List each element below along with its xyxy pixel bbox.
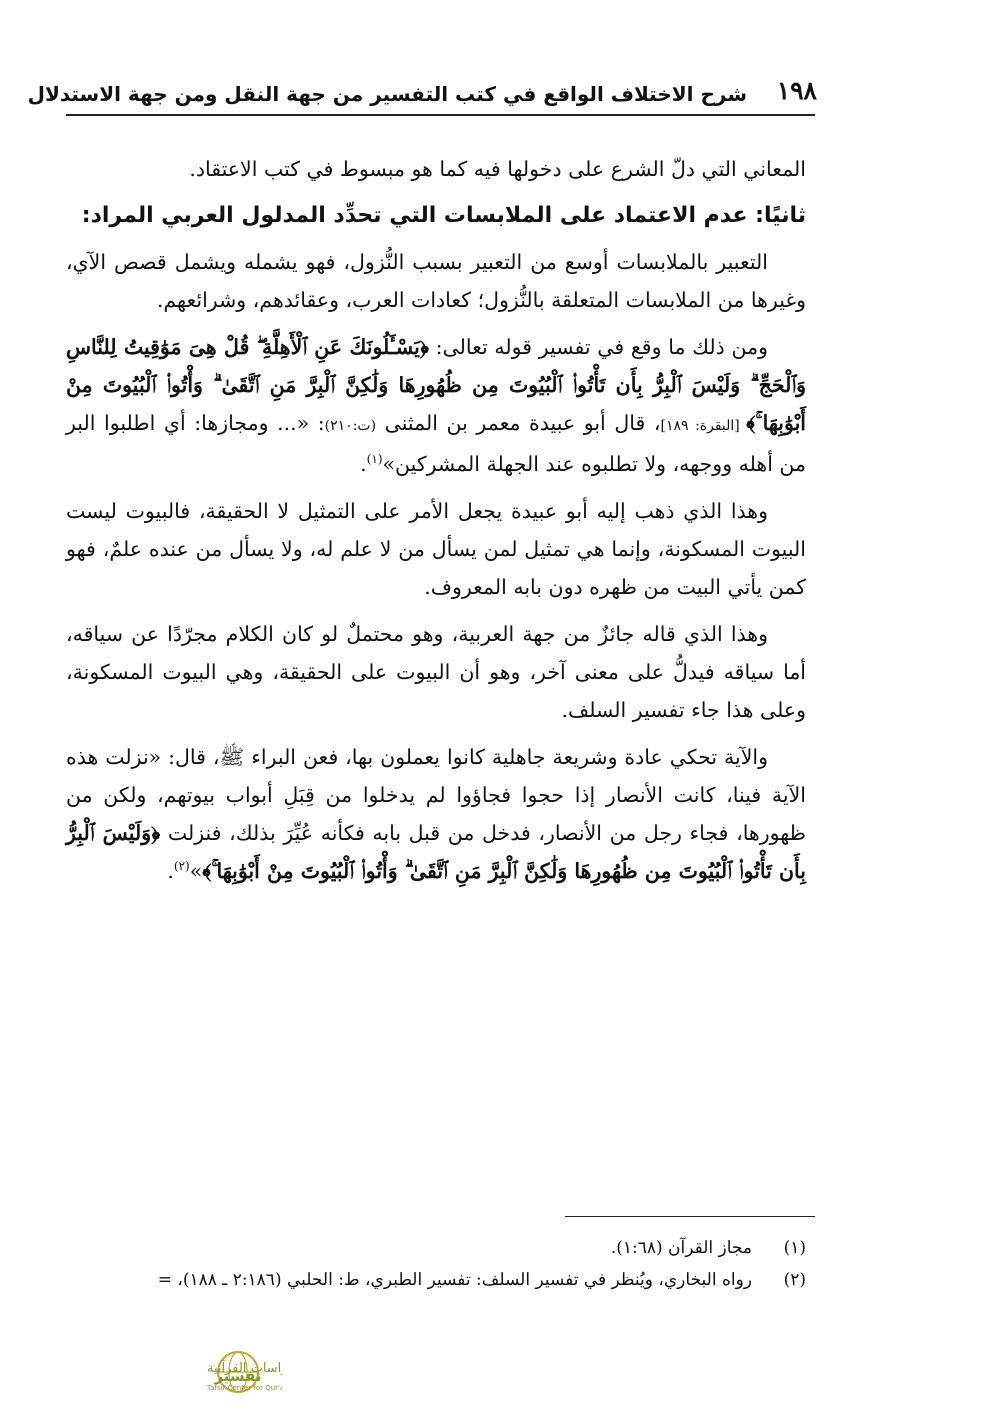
page-number: ١٩٨ bbox=[776, 76, 817, 105]
logo-english-text: Tafsir Center for Qur' bbox=[207, 1384, 280, 1392]
footnote-number: (٢) bbox=[783, 1270, 806, 1290]
footnote-text: رواه البخاري، ويُنظر في تفسير السلف: تفسير الطبري، ط: الحلبي (٢:١٨٦ ـ ١٨٨)، = bbox=[157, 1270, 752, 1290]
footnote-item bbox=[66, 1264, 806, 1296]
paragraph: وهذا الذي ذهب إليه أبو عبيدة يجعل الأمر على التمثيل لا الحقيقة، فالبيوت ليست البيوت المسكونة، وإنما هي تمثيل لمن يسأل من لا علم له، ولا يسأل من عنده علمٌ، فهو كمن يأتي البيت من ظهره دون بابه المعروف. bbox=[66, 499, 806, 599]
logo-graphic bbox=[12, 1348, 282, 1398]
footnote-marker: (١) bbox=[366, 452, 383, 467]
paragraph-text: والآية تحكي عادة وشريعة جاهلية كانوا يعملون بها، فعن البراء ﷺ، قال: «نزلت هذه الآية فينا، كانت الأنصار إذا حجوا فجاؤوا لم يدخلوا من قِبَلِ أبواب بيوتهم، ولكن من ظهورها، فجاء رجل من الأنصار، فدخل من قبل بابه فكأنه عُيِّرَ بذلك، فنزلت bbox=[66, 745, 807, 845]
logo-arabic-text: اسات القرآنية bbox=[207, 1361, 282, 1376]
paragraph: وهذا الذي قاله جائزٌ من جهة العربية، وهو محتملٌ لو كان الكلام مجرّدًا عن سياقه، أما سياقه فيدلُّ على معنى آخر، وهو أن البيوت على الحقيقة، وهي البيوت المسكونة، وعلى هذا جاء تفسير السلف. bbox=[66, 622, 806, 722]
paragraph-text: ، قال أبو عبيدة معمر بن المثنى bbox=[376, 411, 661, 435]
main-text bbox=[66, 150, 806, 899]
quotation: : «... ومجازها: أي اطلبوا البر من أهله ووجهه، ولا تطلبوه عند الجهلة المشركين» bbox=[66, 411, 806, 476]
verse-reference: [البقرة: ١٨٩] bbox=[660, 418, 747, 434]
footnote-divider bbox=[565, 1216, 815, 1217]
paragraph: التعبير بالملابسات أوسع من التعبير بسبب النُّزول، فهو يشمله ويشمل قصص الآي، وغيرها من الملابسات المتعلقة بالنُّزول؛ كعادات العرب، وعقائدهم، وشرائعهم. bbox=[66, 250, 806, 312]
paragraph-text: » bbox=[189, 859, 203, 883]
logo-emblem-text: تفسير bbox=[214, 1367, 262, 1385]
paragraph bbox=[66, 738, 806, 890]
paragraph-text: . bbox=[360, 452, 367, 476]
footnote-marker: (٢) bbox=[173, 859, 190, 874]
quran-verse: ﴿وَلَيْسَ ٱلْبِرُّ بِأَن تَأْتُوا۟ ٱلْبُيُوتَ مِن ظُهُورِهَا وَلَٰكِنَّ ٱلْبِرَّ مَنِ ٱتَّقَىٰ ۗ وَأْتُوا۟ ٱلْبُيُوتَ مِنْ أَبْوَٰبِهَا ۚ﴾ bbox=[66, 821, 806, 883]
section-heading: ثانيًا: عدم الاعتماد على الملابسات التي تحدِّد المدلول العربي المراد: bbox=[81, 203, 806, 228]
death-date: (ت:٢١٠) bbox=[324, 418, 377, 434]
footnote-number: (١) bbox=[783, 1238, 806, 1258]
header-divider bbox=[66, 114, 815, 116]
footnote-item bbox=[66, 1232, 806, 1264]
footnote-text: مجاز القرآن (١:٦٨). bbox=[610, 1238, 752, 1258]
quran-verse: ﴿يَسْـَٔلُونَكَ عَنِ ٱلْأَهِلَّةِ ۖ قُلْ هِىَ مَوَٰقِيتُ لِلنَّاسِ وَٱلْحَجِّ ۗ وَلَيْسَ ٱلْبِرُّ بِأَن تَأْتُوا۟ ٱلْبُيُوتَ مِن ظُهُورِهَا وَلَٰكِنَّ ٱلْبِرَّ مَنِ ٱتَّقَىٰ ۗ وَأْتُوا۟ ٱلْبُيُوتَ مِنْ أَبْوَٰبِهَا ۚ﴾ bbox=[66, 335, 806, 435]
footnotes bbox=[66, 1232, 806, 1296]
paragraph-text: . bbox=[167, 859, 174, 883]
paragraph bbox=[66, 328, 806, 483]
paragraph-continuation: المعاني التي دلّ الشرع على دخولها فيه كما هو مبسوط في كتب الاعتقاد. bbox=[189, 157, 806, 181]
paragraph-text: ومن ذلك ما وقع في تفسير قوله تعالى: bbox=[428, 335, 768, 359]
running-header-title: شرح الاختلاف الواقع في كتب التفسير من جهة النقل ومن جهة الاستدلال bbox=[27, 82, 747, 106]
tafsir-center-logo bbox=[12, 1348, 282, 1398]
